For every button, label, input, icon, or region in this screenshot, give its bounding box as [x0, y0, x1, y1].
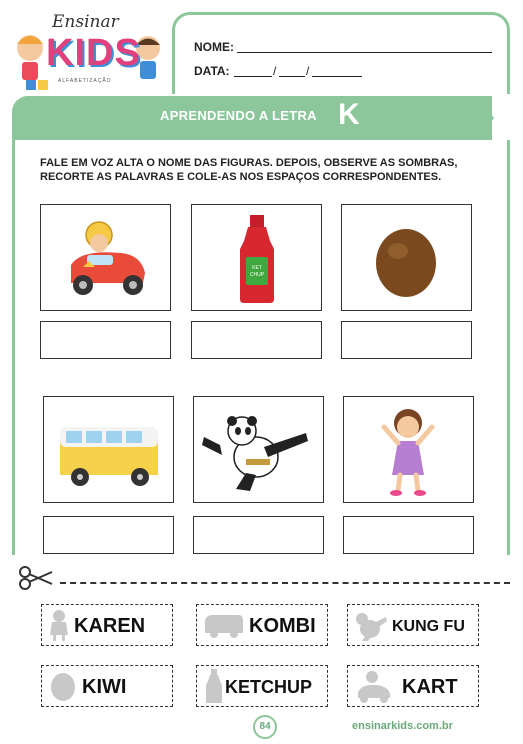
panda-shadow-icon [352, 611, 388, 641]
kiwi-shadow-icon [50, 672, 76, 702]
logo-tagline: ALFABETIZAÇÃO [58, 78, 112, 84]
answer-box-kombi[interactable] [43, 516, 174, 554]
word-card-kiwi[interactable] [41, 665, 173, 707]
kart-shadow-icon [354, 670, 394, 704]
instructions [40, 156, 500, 184]
banner-title: APRENDENDO A LETRA [160, 108, 317, 123]
word-label: KART [402, 676, 458, 698]
picture-box-kiwi [341, 204, 472, 311]
ketchup-icon [192, 205, 321, 310]
picture-box-karen [343, 396, 474, 503]
kiwi-icon [342, 205, 471, 310]
word-card-ketchup[interactable] [196, 665, 328, 707]
picture-box-ketchup [191, 204, 322, 311]
word-label: KUNG FU [392, 618, 465, 635]
page-number: 84 [253, 715, 277, 739]
kart-icon [41, 205, 170, 310]
bottle-shadow-icon [205, 669, 223, 705]
answer-box-kung-fu[interactable] [193, 516, 324, 554]
word-label: KIWI [82, 676, 127, 698]
instructions-line-2: RECORTE AS PALAVRAS E COLE-AS NOS ESPAÇOS CORRESPONDENTES. [40, 171, 442, 183]
svg-text:KET: KET [252, 265, 262, 271]
scissors-icon [18, 566, 54, 590]
van-shadow-icon [203, 613, 245, 639]
cut-line [60, 582, 510, 584]
banner-arrow-tip [478, 96, 494, 140]
girl-shadow-icon [48, 609, 70, 641]
site-url[interactable]: ensinarkids.com.br [352, 720, 453, 732]
logo-kids-text: KIDS [46, 32, 141, 74]
karen-girl-icon [344, 397, 473, 502]
picture-box-kombi [43, 396, 174, 503]
answer-box-kiwi[interactable] [341, 321, 472, 359]
svg-text:CHUP: CHUP [249, 272, 265, 278]
date-month-field[interactable] [279, 64, 305, 77]
date-separator: / [306, 64, 310, 78]
answer-box-ketchup[interactable] [191, 321, 322, 359]
word-card-kart[interactable] [347, 665, 479, 707]
word-label: KETCHUP [225, 677, 313, 697]
picture-box-kung-fu [193, 396, 324, 503]
date-year-field[interactable] [312, 64, 362, 77]
date-separator: / [273, 64, 277, 78]
word-label: KOMBI [249, 615, 316, 637]
answer-box-karen[interactable] [343, 516, 474, 554]
kombi-icon [44, 397, 173, 502]
answer-box-kart[interactable] [40, 321, 171, 359]
instructions-line-1: FALE EM VOZ ALTA O NOME DAS FIGURAS. DEPOIS, OBSERVE AS SOMBRAS, [40, 157, 458, 169]
word-card-kombi[interactable] [196, 604, 328, 646]
word-label: KAREN [74, 615, 146, 637]
picture-box-kart [40, 204, 171, 311]
kung-fu-panda-icon [194, 397, 323, 502]
word-card-karen[interactable] [41, 604, 173, 646]
banner-letter: K [338, 98, 360, 131]
date-day-field[interactable] [234, 64, 272, 77]
name-label: NOME: [194, 40, 234, 54]
logo-script-text: Ensinar [52, 12, 119, 32]
date-label: DATA: [194, 64, 230, 78]
word-card-kung-fu[interactable] [347, 604, 479, 646]
name-field[interactable] [237, 40, 492, 53]
